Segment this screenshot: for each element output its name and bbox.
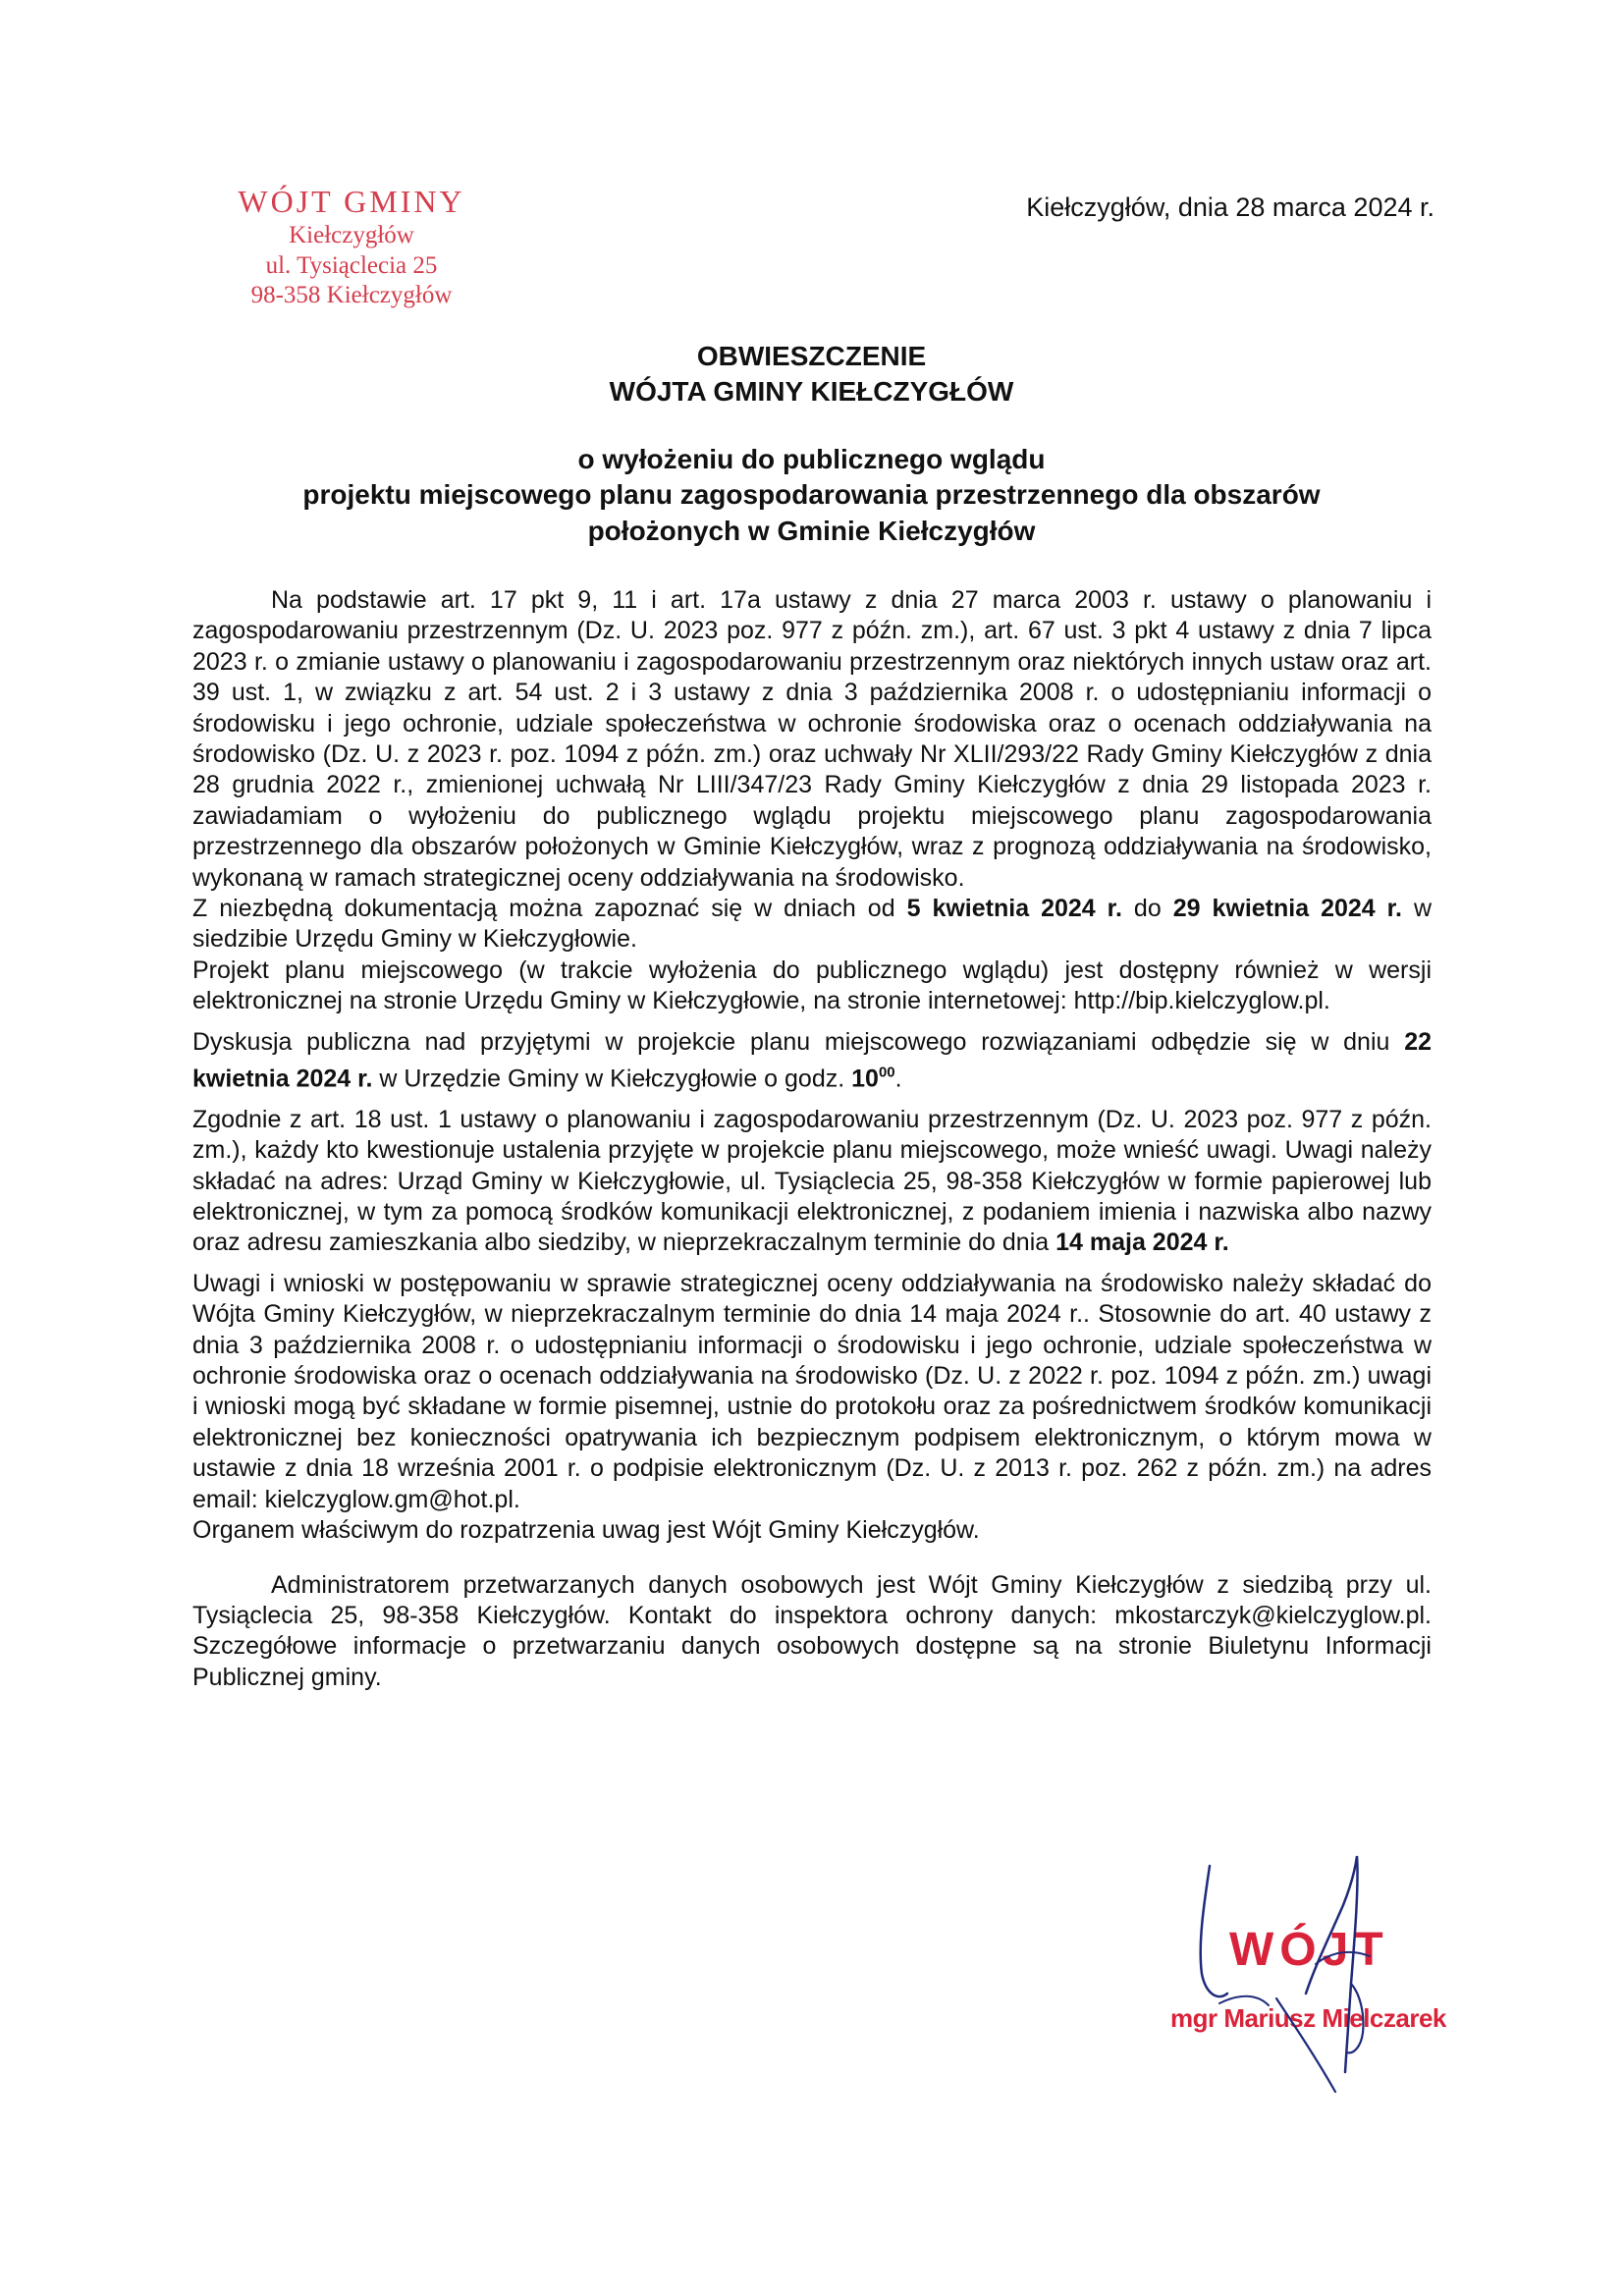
text-span: Z niezbędną dokumentacją można zapoznać się w dniach od — [192, 895, 907, 923]
discussion-date: 22 kwietnia 2024 r. — [192, 1027, 1432, 1093]
signature-block — [1159, 1846, 1463, 2121]
document-subtitle — [157, 442, 1466, 549]
handwritten-signature — [1159, 1846, 1463, 2121]
paragraph-documentation-dates — [192, 894, 1432, 956]
subtitle-line-2: projektu miejscowego planu zagospodarowania przestrzennego dla obszarów — [302, 479, 1321, 511]
office-stamp — [214, 183, 489, 311]
document-date: Kiełczygłów, dnia 28 marca 2024 r. — [1026, 192, 1434, 222]
subtitle-line-3: położonych w Gminie Kiełczygłów — [587, 515, 1036, 546]
subtitle-line-1: o wyłożeniu do publicznego wglądu — [577, 444, 1046, 474]
comments-deadline-date: 14 maja 2024 r. — [1055, 1229, 1229, 1257]
paragraph-data-protection: Administratorem przetwarzanych danych osobowych jest Wójt Gminy Kiełczygłów z siedzibą przy ul. Tysiąclecia 25, 98-358 Kiełczygłów. Kontakt do inspektora ochrony danych: mkostarczyk@kielczyglow.pl. Szczegółowe informacje o przetwarzaniu danych osobowych dostępne są na stronie Biuletynu Informacji Publicznej gminy. — [192, 1570, 1432, 1691]
text-span: Zgodnie z art. 18 ust. 1 ustawy o planowaniu i zagospodarowaniu przestrzennym (Dz. U. 2023 poz. 977 z późn. zm.), każdy kto kwestionuje ustalenia przyjęte w projekcie planu miejscowego, może wnieść uwagi. Uwagi należy składać na adres: Urząd Gminy w Kiełczygłowie, ul. Tysiąclecia 25, 98-358 Kiełczygłów w formie papierowej lub elektronicznej, w tym za pomocą środków komunikacji elektronicznej, z podaniem imienia i nazwiska albo nazwy oraz adresu zamieszkania albo siedziby, w nieprzekraczalnym terminie do dnia — [192, 1105, 1432, 1257]
title-line-2: WÓJTA GMINY KIEŁCZYGŁÓW — [609, 376, 1014, 408]
text-span: Dyskusja publiczna nad przyjętymi w projekcie planu miejscowego rozwiązaniami odbędzie się w dniu — [192, 1027, 1405, 1056]
stamp-line-1: WÓJT GMINY — [238, 184, 465, 219]
paragraph-competent-authority: Organem właściwym do rozpatrzenia uwag jest Wójt Gminy Kiełczygłów. — [192, 1516, 980, 1545]
stamp-line-4: 98-358 Kiełczygłów — [250, 282, 453, 309]
signature-title: WÓJT — [1229, 1924, 1389, 1976]
text-span: w siedzibie Urzędu Gminy w Kiełczygłowie. — [192, 895, 1433, 954]
signature-name: mgr Mariusz Mielczarek — [1170, 2003, 1446, 2033]
text-span: w Urzędzie Gminy w Kiełczygłowie o godz. — [372, 1065, 852, 1093]
text-span: do — [1121, 895, 1173, 923]
text-span: . — [894, 1065, 902, 1093]
document-title — [0, 339, 1623, 410]
paragraph-public-discussion — [192, 1027, 1432, 1095]
title-line-1: OBWIESZCZENIE — [696, 341, 927, 371]
paragraph-electronic-version: Projekt planu miejscowego (w trakcie wyłożenia do publicznego wglądu) jest dostępny również w wersji elektronicznej na stronie Urzędu Gminy w Kiełczygłowie, na stronie internetowej: http://bip.kielczyglow.pl. — [192, 956, 1432, 1015]
discussion-minutes: 00 — [878, 1065, 895, 1082]
stamp-line-3: ul. Tysiąclecia 25 — [265, 251, 438, 279]
date-end: 29 kwietnia 2024 r. — [1172, 895, 1402, 923]
paragraph-comments-deadline — [192, 1105, 1432, 1259]
stamp-line-2: Kiełczygłów — [289, 222, 414, 249]
document-body — [192, 585, 1432, 1693]
discussion-hour: 10 — [851, 1065, 879, 1093]
date-start: 5 kwietnia 2024 r. — [906, 895, 1122, 923]
paragraph-environmental-assessment: Uwagi i wnioski w postępowaniu w sprawie strategicznej oceny oddziaływania na środowisko należy składać do Wójta Gminy Kiełczygłów, w nieprzekraczalnym terminie do dnia 14 maja 2024 r.. Stosownie do art. 40 ustawy z dnia 3 października 2008 r. o udostępnianiu informacji o środowisku i jego ochronie, udziale społeczeństwa w ochronie środowiska oraz o ocenach oddziaływania na środowisko (Dz. U. z 2022 r. poz. 1094 z późn. zm.) uwagi i wnioski mogą być składane w formie pisemnej, ustnie do protokołu oraz za pośrednictwem środków komunikacji elektronicznej bez konieczności opatrywania ich bezpiecznym podpisem elektronicznym, o którym mowa w ustawie z dnia 18 września 2001 r. o podpisie elektronicznym (Dz. U. z 2013 r. poz. 262 z późn. zm.) na adres email: kielczyglow.gm@hot.pl. — [192, 1269, 1432, 1513]
paragraph-legal-basis: Na podstawie art. 17 pkt 9, 11 i art. 17a ustawy z dnia 27 marca 2003 r. ustawy o planowaniu i zagospodarowaniu przestrzennym (Dz. U. 2023 poz. 977 z późn. zm.), art. 67 ust. 3 pkt 4 ustawy z dnia 7 lipca 2023 r. o zmianie ustawy o planowaniu i zagospodarowaniu przestrzennym oraz niektórych innych ustaw oraz art. 39 ust. 1, w związku z art. 54 ust. 2 i 3 ustawy z dnia 3 października 2008 r. o udostępnianiu informacji o środowisku i jego ochronie, udziale społeczeństwa w ochronie środowiska oraz o ocenach oddziaływania na środowisko (Dz. U. z 2023 r. poz. 1094 z późn. zm.) oraz uchwały Nr XLII/293/22 Rady Gminy Kiełczygłów z dnia 28 grudnia 2022 r., zmienionej uchwałą Nr LIII/347/23 Rady Gminy Kiełczygłów z dnia 29 listopada 2023 r. zawiadamiam o wyłożeniu do publicznego wglądu projektu miejscowego planu zagospodarowania przestrzennego dla obszarów położonych w Gminie Kiełczygłów, wraz z prognozą oddziaływania na środowisko, wykonaną w ramach strategicznej oceny oddziaływania na środowisko. — [192, 586, 1432, 892]
